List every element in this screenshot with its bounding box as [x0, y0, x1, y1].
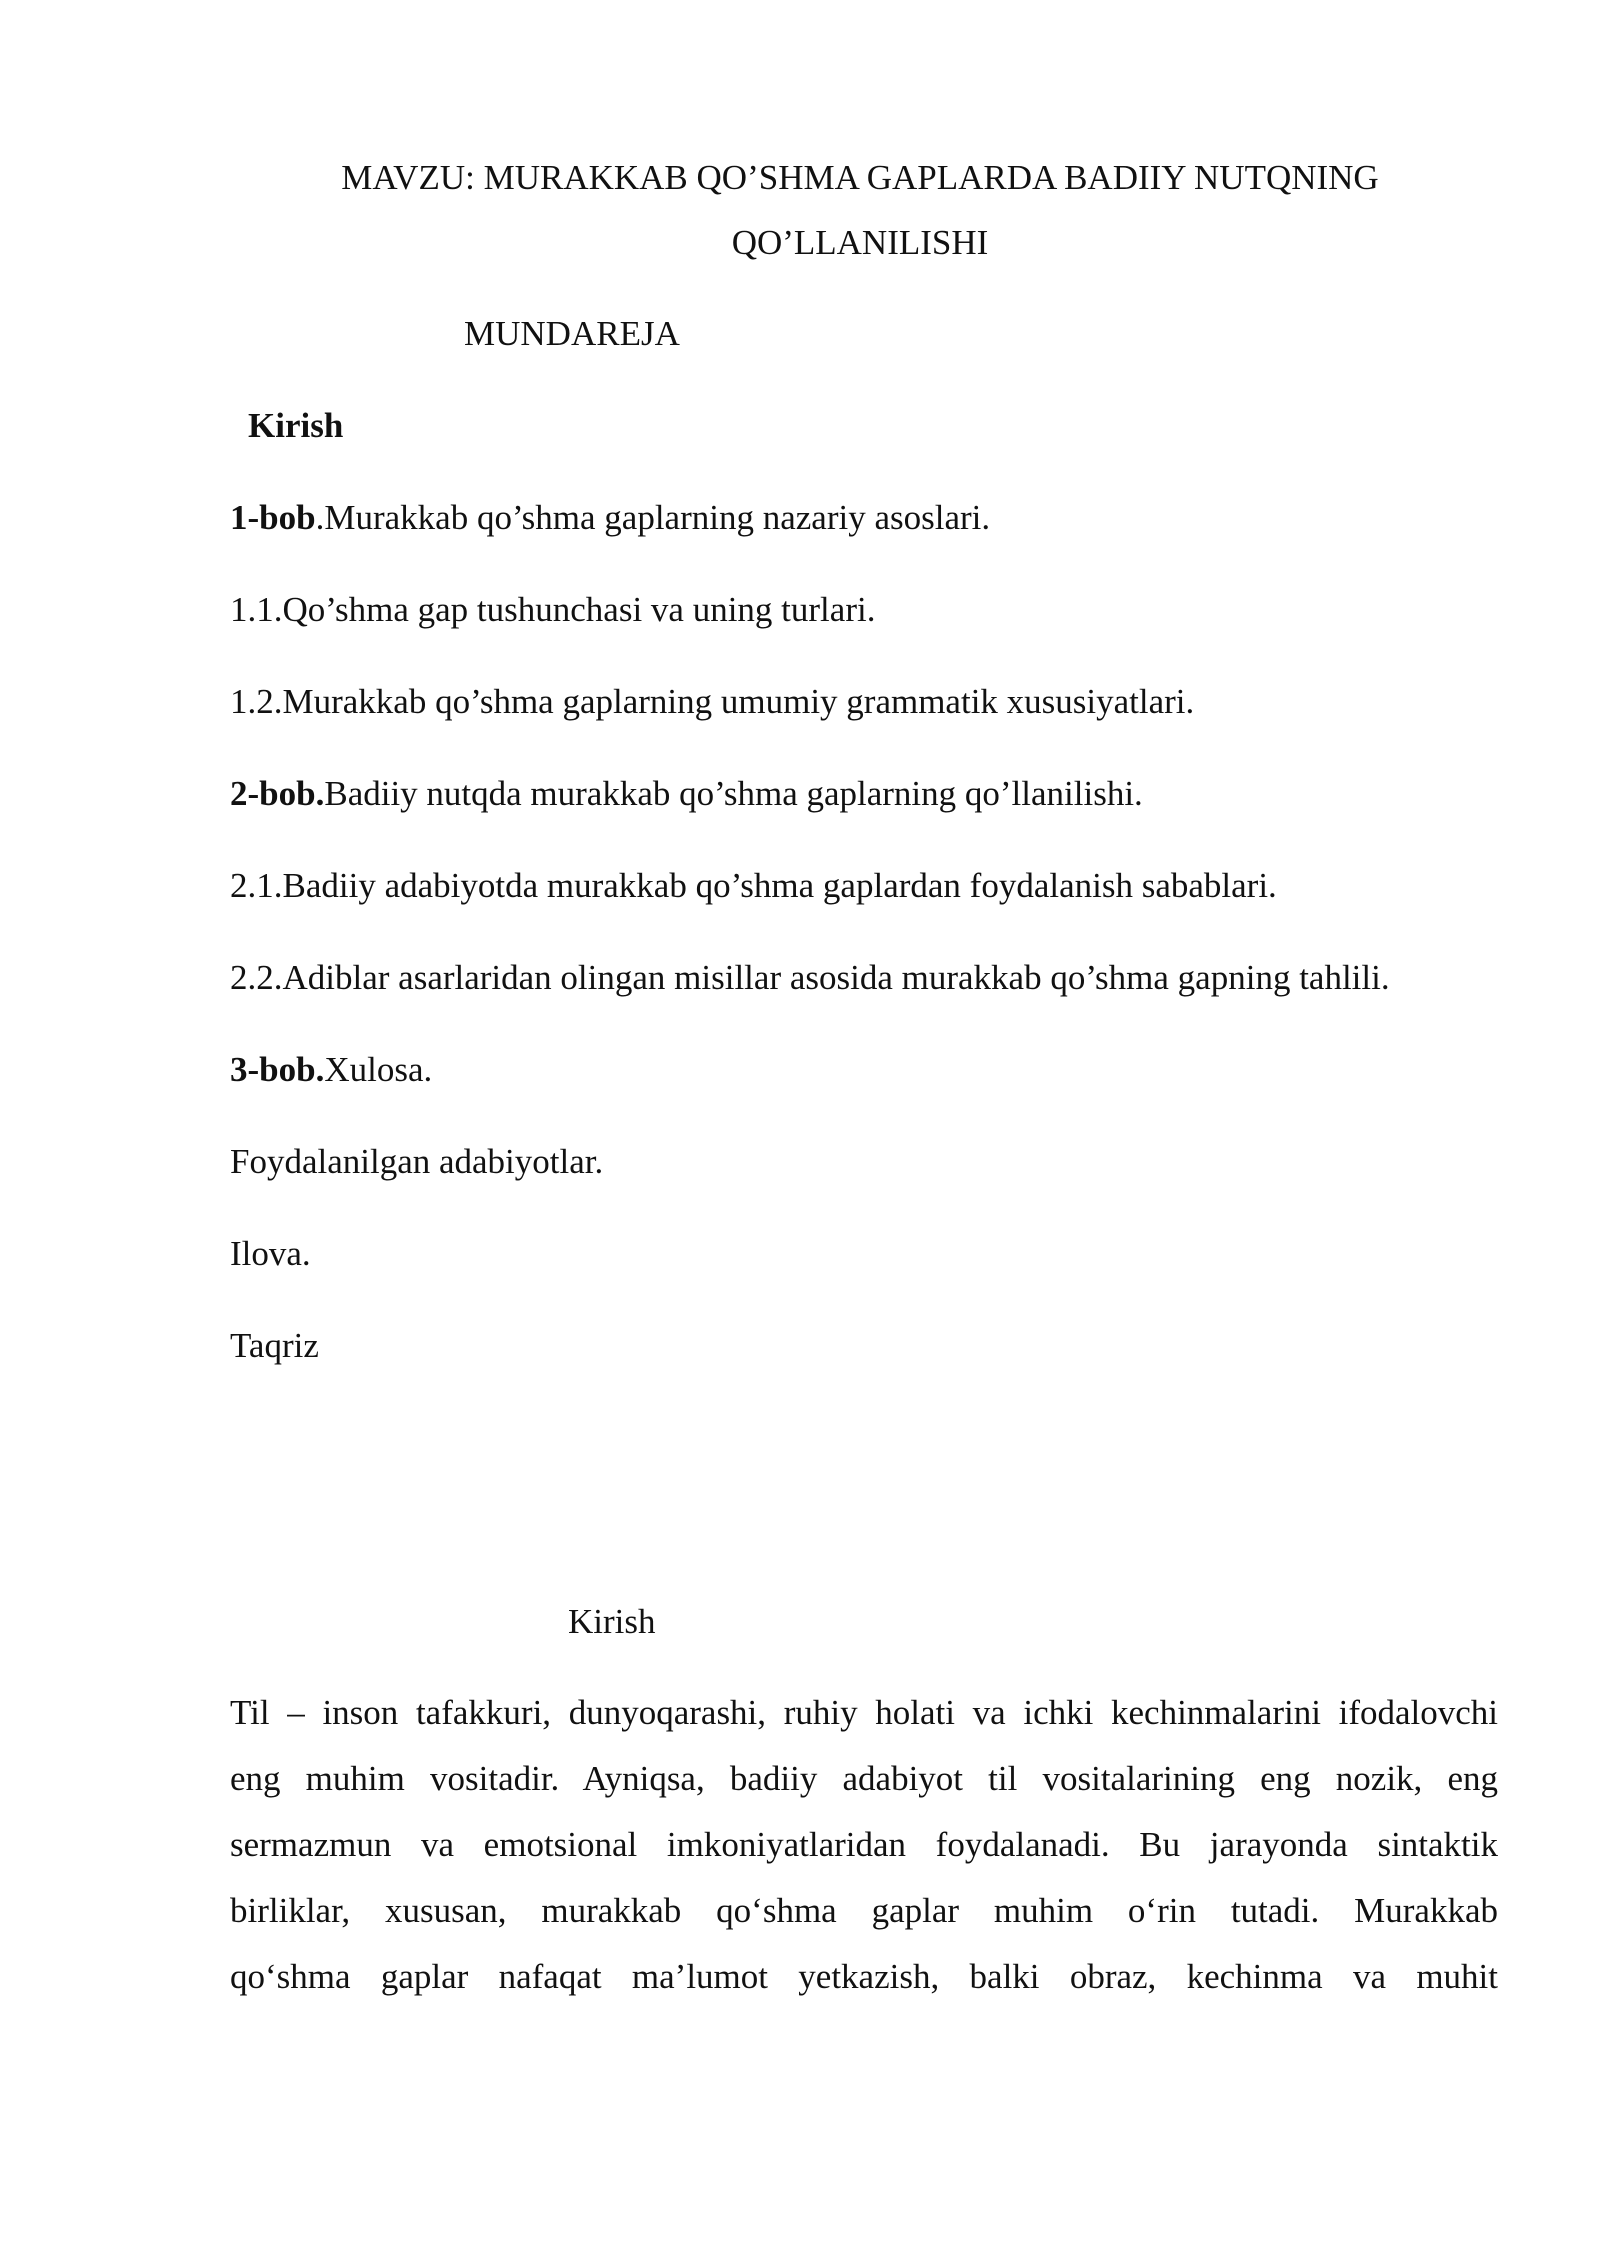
- toc-heading: MUNDAREJA: [464, 314, 680, 353]
- document-title-line-1: MAVZU: MURAKKAB QO’SHMA GAPLARDA BADIIY NUTQNING: [341, 158, 1379, 197]
- toc-item-text: Foydalanilgan adabiyotlar.: [230, 1142, 604, 1181]
- toc-item-chapter: 2-bob.: [230, 774, 325, 813]
- toc-item-text: 2.2.Adiblar asarlaridan olingan misillar asosida murakkab qo’shma gapning tahlili.: [230, 958, 1390, 997]
- toc-item-text: 1.2.Murakkab qo’shma gaplarning umumiy grammatik xususiyatlari.: [230, 682, 1195, 721]
- toc-item: [230, 1328, 319, 1363]
- section-heading-kirish: Kirish: [568, 1602, 656, 1641]
- toc-item-text: Taqriz: [230, 1326, 319, 1365]
- toc-item-text: Badiiy nutqda murakkab qo’shma gaplarning qo’llanilishi.: [324, 774, 1143, 813]
- toc-item: [230, 1144, 603, 1179]
- intro-paragraph: [230, 1680, 1498, 2010]
- toc-item-text: 1.1.Qo’shma gap tushunchasi va uning turlari.: [230, 590, 876, 629]
- document-title-line-2: QO’LLANILISHI: [731, 223, 989, 262]
- toc-item: [230, 960, 1390, 995]
- paragraph-line: qo‘shma gaplar nafaqat ma’lumot yetkazish, balki obraz, kechinma va muhit: [230, 1957, 1498, 1996]
- paragraph-line: Til – inson tafakkuri, dunyoqarashi, ruhiy holati va ichki kechinmalarini ifodalovchi: [230, 1693, 1498, 1732]
- toc-item: [230, 1052, 432, 1087]
- toc-item: [230, 500, 990, 535]
- toc-item: [230, 684, 1194, 719]
- toc-item-text: Xulosa.: [324, 1050, 433, 1089]
- paragraph-line: eng muhim vositadir. Ayniqsa, badiiy adabiyot til vositalarining eng nozik, eng: [230, 1759, 1498, 1798]
- toc-item-chapter: 3-bob.: [230, 1050, 325, 1089]
- toc-item: [230, 592, 875, 627]
- paragraph-line: birliklar, xususan, murakkab qo‘shma gaplar muhim o‘rin tutadi. Murakkab: [230, 1891, 1498, 1930]
- toc-item: [230, 1236, 311, 1271]
- toc-intro: Kirish: [248, 406, 344, 445]
- toc-item-chapter: 1-bob: [230, 498, 316, 537]
- toc-item-text: Ilova.: [230, 1234, 311, 1273]
- toc-item: [230, 776, 1143, 811]
- paragraph-line: sermazmun va emotsional imkoniyatlaridan foydalanadi. Bu jarayonda sintaktik: [230, 1825, 1498, 1864]
- toc-item-text: 2.1.Badiiy adabiyotda murakkab qo’shma gaplardan foydalanish sabablari.: [230, 866, 1277, 905]
- toc-item: [230, 868, 1277, 903]
- toc-item-text: .Murakkab qo’shma gaplarning nazariy asoslari.: [315, 498, 991, 537]
